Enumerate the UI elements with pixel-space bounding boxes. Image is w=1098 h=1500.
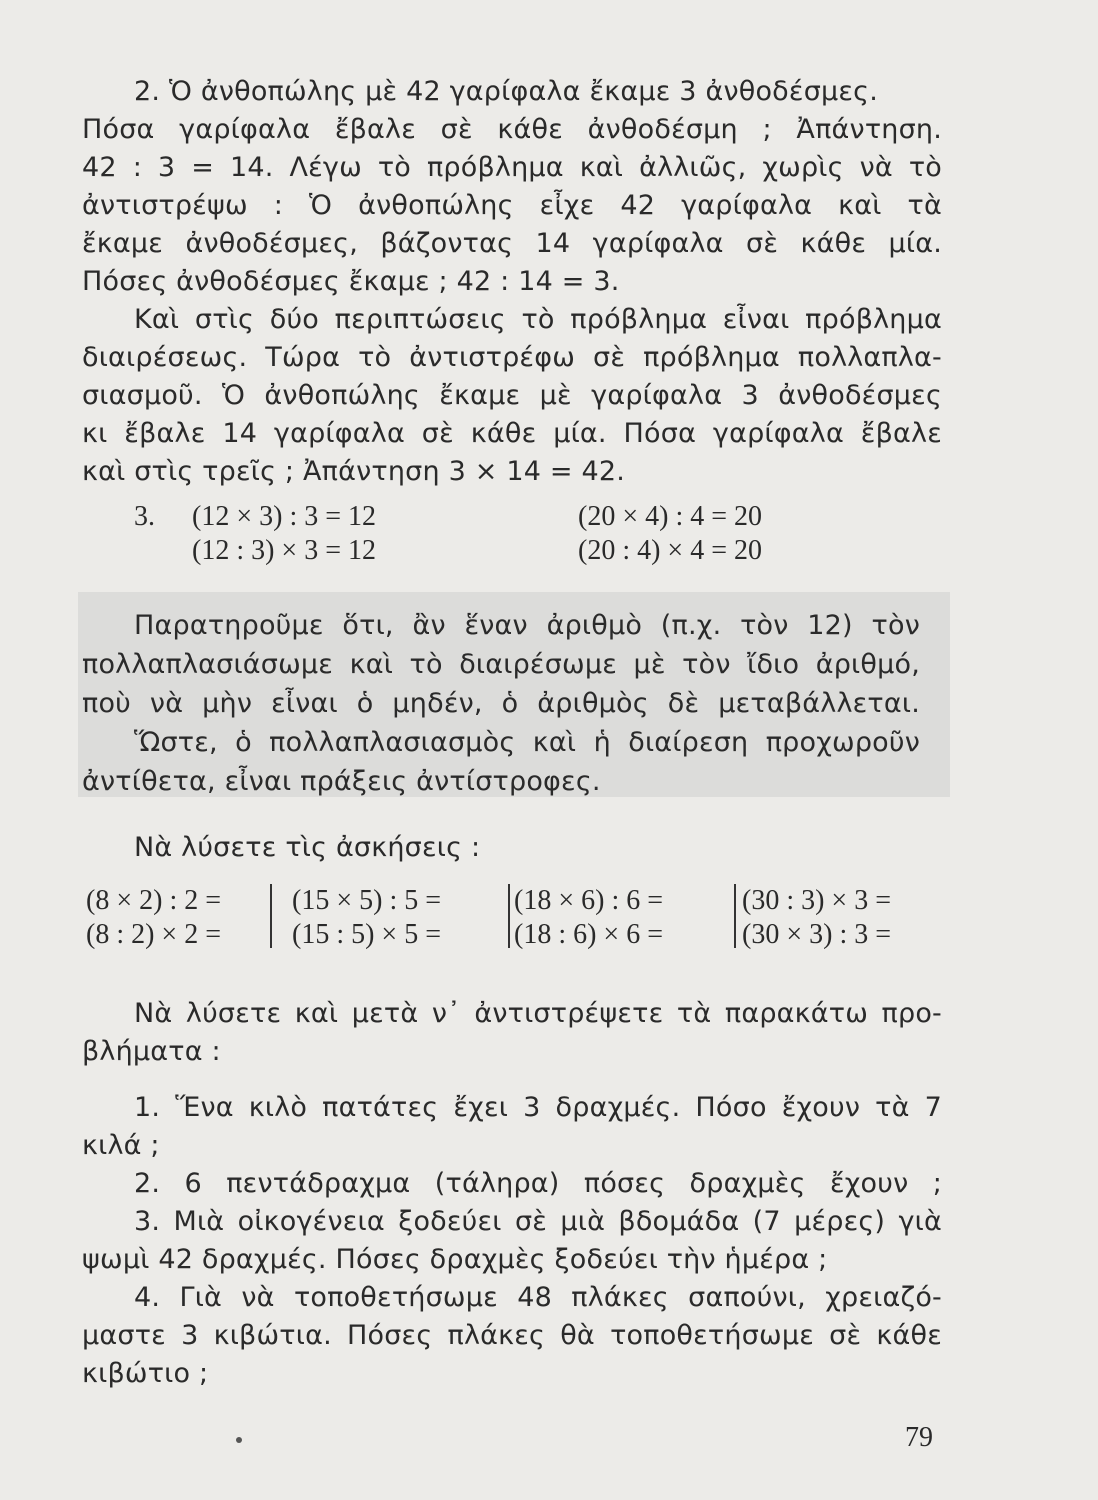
problem-line: 4. Γιὰ νὰ τοποθετήσωμε 48 πλάκες σαπούνι, χρειαζό- (134, 1282, 942, 1313)
text-line: ἔκαμε ἀνθοδέσμες, βάζοντας 14 γαρίφαλα σὲ κάθε μία. (82, 228, 942, 259)
column-divider (734, 884, 736, 948)
text-line: καὶ στὶς τρεῖς ; Ἀπάντηση 3 × 14 = 42. (82, 456, 626, 487)
equation: (12 × 3) : 3 = 12 (192, 501, 377, 532)
text-line: Παρατηροῦμε ὅτι, ἂν ἕναν ἀριθμὸ (π.χ. τὸν 12) τὸν (134, 610, 920, 641)
text-line: Ὥστε, ὁ πολλαπλασιασμὸς καὶ ἡ διαίρεση προχωροῦν (134, 727, 920, 758)
exercise: (15 : 5) × 5 = (292, 919, 442, 950)
problem-line: κιβώτιο ; (82, 1358, 209, 1389)
problem-line: 3. Μιὰ οἰκογένεια ξοδεύει σὲ μιὰ βδομάδα (7 μέρες) γιὰ (134, 1206, 942, 1237)
text-line: κι ἔβαλε 14 γαρίφαλα σὲ κάθε μία. Πόσα γαρίφαλα ἔβαλε (82, 418, 942, 449)
problem-line: κιλά ; (82, 1130, 160, 1161)
text-line: Πόσα γαρίφαλα ἔβαλε σὲ κάθε ἀνθοδέσμη ; Ἀπάντηση. (82, 114, 942, 145)
text-line: ἀντίθετα, εἶναι πράξεις ἀντίστροφες. (82, 766, 601, 797)
text-line: Πόσες ἀνθοδέσμες ἔκαμε ; 42 : 14 = 3. (82, 266, 620, 297)
page-number: 79 (905, 1422, 933, 1453)
equation: (12 : 3) × 3 = 12 (192, 535, 377, 566)
exercise: (30 × 3) : 3 = (742, 919, 892, 950)
text-line: ἀντιστρέψω : Ὁ ἀνθοπώλης εἶχε 42 γαρίφαλα καὶ τὰ (82, 190, 942, 221)
text-line: πολλαπλασιάσωμε καὶ τὸ διαιρέσωμε μὲ τὸν ἴδιο ἀριθμό, (82, 649, 920, 680)
column-divider (508, 884, 510, 948)
exercise: (15 × 5) : 5 = (292, 885, 442, 916)
equation: (20 : 4) × 4 = 20 (578, 535, 763, 566)
exercises-heading: Νὰ λύσετε τὶς ἀσκήσεις : (134, 832, 481, 863)
problems-intro-line: βλήματα : (82, 1036, 221, 1067)
text-line: ποὺ νὰ μὴν εἶναι ὁ μηδέν, ὁ ἀριθμὸς δὲ μεταβάλλεται. (82, 688, 920, 719)
text-line: σιασμοῦ. Ὁ ἀνθοπώλης ἔκαμε μὲ γαρίφαλα 3 ἀνθοδέσμες (82, 380, 942, 411)
problem-line: 2. 6 πεντάδραχμα (τάληρα) πόσες δραχμὲς ἔχουν ; (134, 1168, 942, 1199)
problem-3-label: 3. (134, 501, 155, 532)
problems-intro-line: Νὰ λύσετε καὶ μετὰ ν᾿ ἀντιστρέψετε τὰ παρακάτω προ- (134, 998, 942, 1029)
problem-line: 1. Ἕνα κιλὸ πατάτες ἔχει 3 δραχμές. Πόσο ἔχουν τὰ 7 (134, 1092, 942, 1123)
exercise: (8 × 2) : 2 = (86, 885, 222, 916)
problem-line: μαστε 3 κιβώτια. Πόσες πλάκες θὰ τοποθετήσωμε σὲ κάθε (82, 1320, 942, 1351)
text-line: Καὶ στὶς δύο περιπτώσεις τὸ πρόβλημα εἶναι πρόβλημα (134, 304, 942, 335)
text-line: διαιρέσεως. Τώρα τὸ ἀντιστρέφω σὲ πρόβλημα πολλαπλα- (82, 342, 942, 373)
exercise: (18 : 6) × 6 = (514, 919, 664, 950)
column-divider (270, 884, 272, 948)
text-line: 42 : 3 = 14. Λέγω τὸ πρόβλημα καὶ ἀλλιῶς, χωρὶς νὰ τὸ (82, 152, 942, 183)
print-speck (236, 1437, 242, 1443)
text-line: 2. Ὁ ἀνθοπώλης μὲ 42 γαρίφαλα ἔκαμε 3 ἀνθοδέσμες. (134, 76, 879, 107)
equation: (20 × 4) : 4 = 20 (578, 501, 763, 532)
problem-line: ψωμὶ 42 δραχμές. Πόσες δραχμὲς ξοδεύει τὴν ἡμέρα ; (82, 1244, 828, 1275)
exercise: (30 : 3) × 3 = (742, 885, 892, 916)
exercise: (8 : 2) × 2 = (86, 919, 222, 950)
exercise: (18 × 6) : 6 = (514, 885, 664, 916)
